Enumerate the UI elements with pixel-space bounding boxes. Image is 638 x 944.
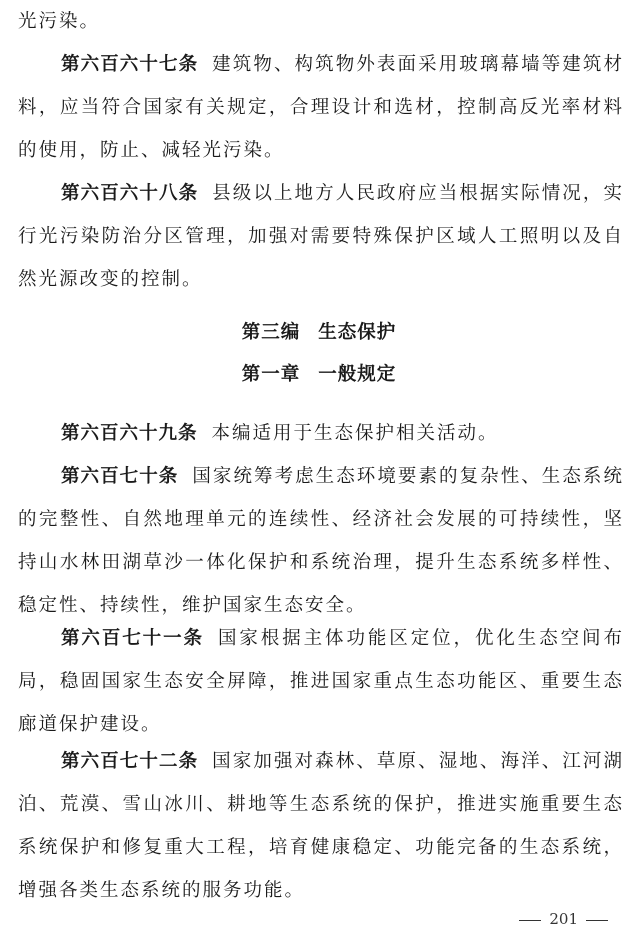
page-footer <box>511 910 616 928</box>
article-text: 国家根据主体功能区定位，优化生态空间布局，稳固国家生态安全屏障，推进国家重点生态功能区、重要生态廊道保护建设。 <box>18 628 624 735</box>
paragraph-text: 光污染。 <box>18 11 101 32</box>
article-number: 第六百六十七条 <box>61 54 199 75</box>
article-669 <box>18 412 624 455</box>
article-text: 本编适用于生态保护相关活动。 <box>211 423 499 444</box>
article-670 <box>18 455 624 627</box>
article-671 <box>18 617 624 746</box>
article-text: 建筑物、构筑物外表面采用玻璃幕墙等建筑材料，应当符合国家有关规定，合理设计和选材，控制高反光率材料的使用，防止、减轻光污染。 <box>18 54 624 161</box>
article-672 <box>18 740 624 912</box>
article-number: 第六百七十一条 <box>61 628 204 649</box>
chapter-number: 第一章 <box>241 364 301 385</box>
page-number: 201 <box>549 910 578 928</box>
footer-dash-right <box>586 920 608 921</box>
article-text: 国家统筹考虑生态环境要素的复杂性、生态系统的完整性、自然地理单元的连续性、经济社会发展的可持续性，坚持山水林田湖草沙一体化保护和系统治理，提升生态系统多样性、稳定性、持续性，维护国家生态安全。 <box>18 466 624 616</box>
article-number: 第六百七十条 <box>61 466 179 487</box>
article-668 <box>18 172 624 301</box>
part-heading <box>0 318 638 344</box>
article-number: 第六百六十八条 <box>61 183 199 204</box>
part-title: 生态保护 <box>318 322 397 343</box>
article-text: 县级以上地方人民政府应当根据实际情况，实行光污染防治分区管理，加强对需要特殊保护区域人工照明以及自然光源改变的控制。 <box>18 183 624 290</box>
article-text: 国家加强对森林、草原、湿地、海洋、江河湖泊、荒漠、雪山冰川、耕地等生态系统的保护，推进实施重要生态系统保护和修复重大工程，培育健康稳定、功能完备的生态系统，增强各类生态系统的服务功能。 <box>18 751 624 901</box>
article-number: 第六百六十九条 <box>61 423 198 444</box>
paragraph-continuation <box>18 0 624 43</box>
part-number: 第三编 <box>241 322 301 343</box>
footer-dash-left <box>519 920 541 921</box>
chapter-heading <box>0 360 638 386</box>
article-number: 第六百七十二条 <box>61 751 199 772</box>
chapter-title: 一般规定 <box>318 364 397 385</box>
article-667 <box>18 43 624 172</box>
